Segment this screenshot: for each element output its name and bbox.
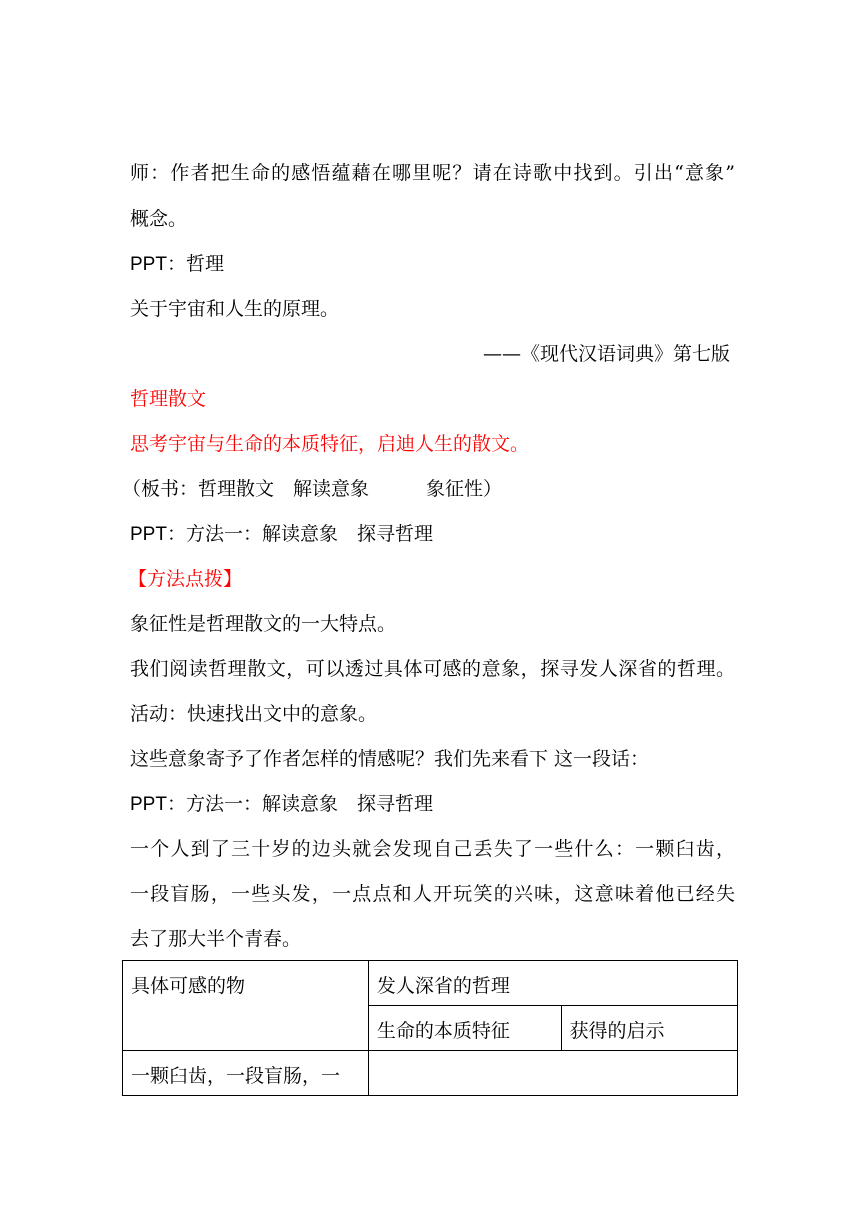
ppt-method-text: ：方法一：解读意象 探寻哲理 — [166, 523, 433, 545]
table-row — [123, 961, 738, 1006]
definition-text: 关于宇宙和人生的原理。 — [130, 298, 340, 320]
ppt-prefix: PPT — [130, 254, 167, 275]
subheader-inspiration: 获得的启示 — [561, 1006, 738, 1051]
method-tips-heading: 【方法点拨】 — [128, 568, 243, 590]
passage-line-2: 一段盲肠，一些头发，一点点和人开玩笑的兴味，这意味着他已经失 — [130, 883, 735, 905]
passage-line-3: 去了那大半个青春。 — [130, 928, 302, 950]
passage-line-1: 一个人到了三十岁的边头就会发现自己丢失了一些什么：一颗臼齿， — [130, 838, 735, 860]
header-concrete-objects: 具体可感的物 — [123, 961, 369, 1051]
table-row — [123, 1051, 738, 1096]
reading-method-statement: 我们阅读哲理散文，可以透过具体可感的意象，探寻发人深省的哲理。 — [130, 658, 735, 680]
blackboard-note: （板书：哲理散文 解读意象 象征性） — [122, 478, 503, 500]
dictionary-citation: ——《现代汉语词典》第七版 — [482, 343, 730, 365]
philosophical-essay-definition: 思考宇宙与生命的本质特征，启迪人生的散文。 — [130, 433, 530, 455]
ppt-method-one-b — [130, 791, 433, 818]
philosophical-essay-heading: 哲理散文 — [130, 388, 207, 410]
teacher-question-line: 师：作者把生命的感悟蕴藉在哪里呢？请在诗歌中找到。引出“意象” — [130, 162, 735, 184]
ppt-title: ：哲理 — [166, 253, 224, 275]
ppt-prefix: PPT — [130, 524, 167, 545]
emotion-question: 这些意象寄予了作者怎样的情感呢？我们先来看下 这一段话： — [130, 748, 650, 770]
activity-instruction: 活动：快速找出文中的意象。 — [130, 703, 378, 725]
ppt-method-text: ：方法一：解读意象 探寻哲理 — [166, 793, 433, 815]
ppt-method-one-a — [130, 521, 433, 548]
header-philosophy: 发人深省的哲理 — [368, 961, 737, 1006]
ppt-philosophy-label — [130, 251, 224, 278]
table-cell-philosophy — [368, 1051, 737, 1096]
subheader-life-essence: 生命的本质特征 — [368, 1006, 561, 1051]
ppt-prefix: PPT — [130, 794, 167, 815]
table-cell-objects: 一颗臼齿，一段盲肠，一 — [123, 1051, 369, 1096]
teacher-question-continued: 概念。 — [130, 208, 188, 230]
symbolism-statement: 象征性是哲理散文的一大特点。 — [130, 613, 397, 635]
analysis-table — [122, 960, 738, 1096]
